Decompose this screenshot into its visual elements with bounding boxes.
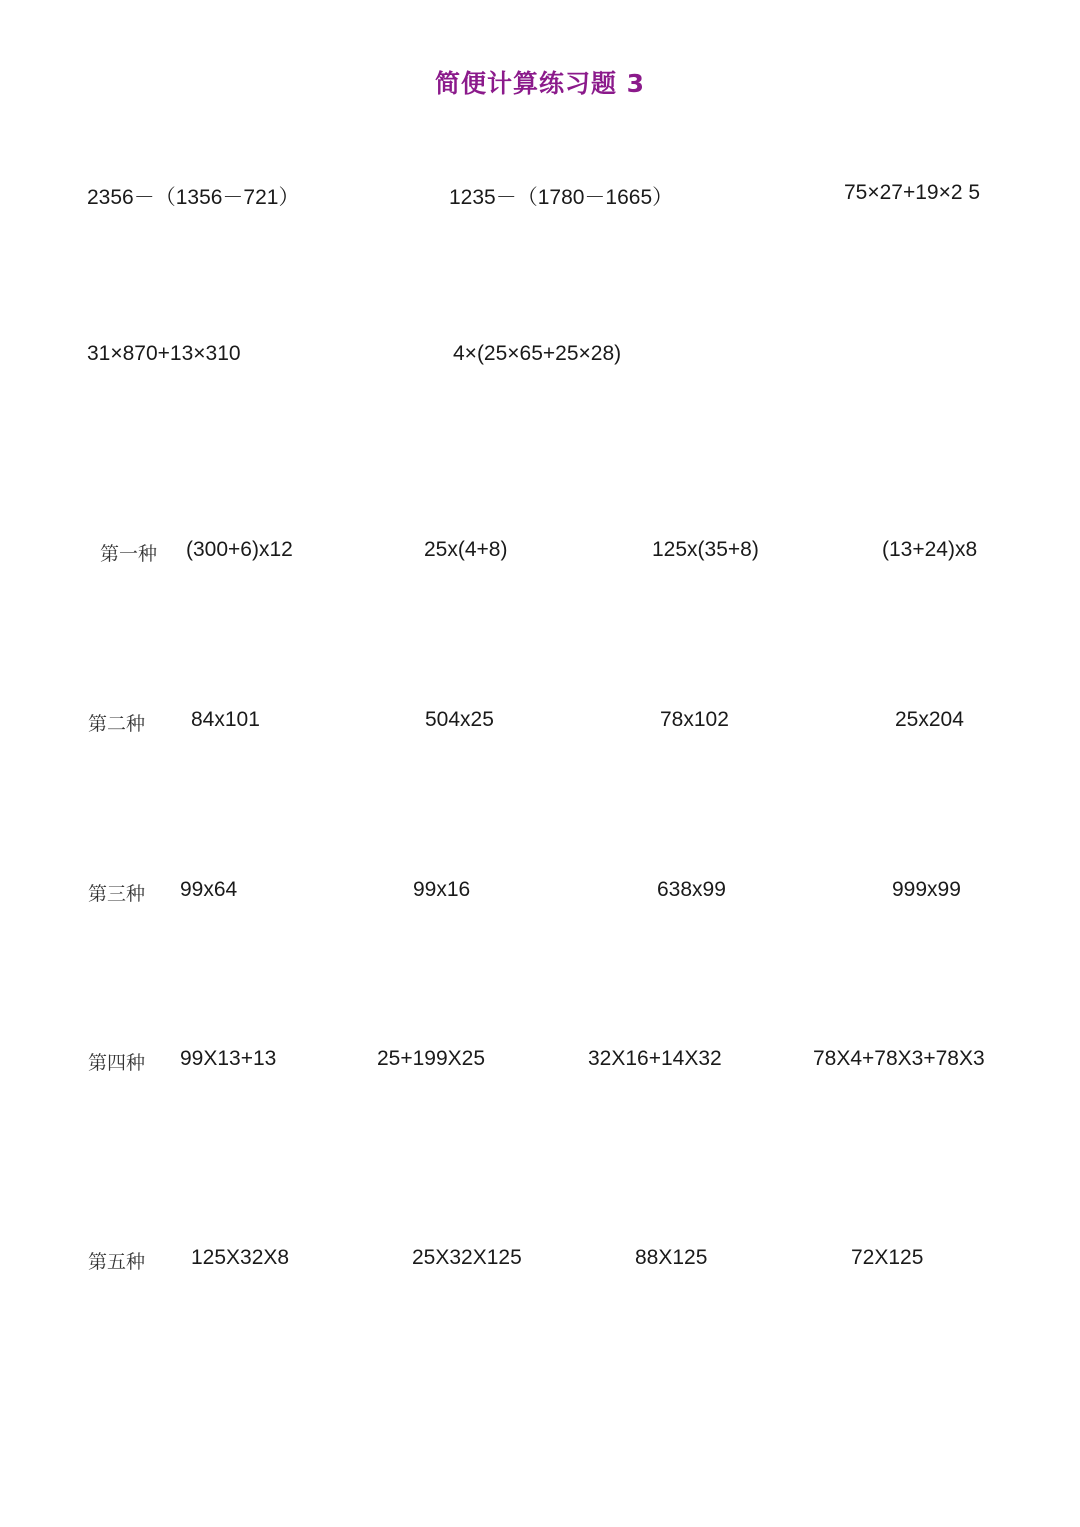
problem-r0-1: 2356－（1356－721） [87, 186, 300, 209]
category-label-3: 第三种 [88, 883, 146, 905]
problem-r1-1: 31×870+13×310 [87, 342, 241, 365]
problem-r4-3: 638x99 [657, 878, 726, 901]
problem-r5-1: 99X13+13 [180, 1047, 277, 1070]
problem-r3-3: 78x102 [660, 708, 729, 731]
problem-r0-3: 75×27+19×2 5 [844, 181, 981, 204]
category-label-1: 第一种 [100, 543, 158, 565]
category-label-2: 第二种 [88, 713, 146, 735]
problem-r2-1: (300+6)x12 [186, 538, 293, 561]
problem-r6-4: 72X125 [851, 1246, 924, 1269]
problem-r5-4: 78X4+78X3+78X3 [813, 1047, 985, 1070]
problem-r5-3: 32X16+14X32 [588, 1047, 722, 1070]
problem-r0-2: 1235－（1780－1665） [449, 186, 674, 209]
problem-r3-4: 25x204 [895, 708, 964, 731]
problem-r3-1: 84x101 [191, 708, 260, 731]
problem-r6-2: 25X32X125 [412, 1246, 522, 1269]
category-label-4: 第四种 [88, 1052, 146, 1074]
category-label-5: 第五种 [88, 1251, 146, 1273]
problem-r4-2: 99x16 [413, 878, 471, 901]
problem-r2-4: (13+24)x8 [882, 538, 978, 561]
problem-r2-3: 125x(35+8) [652, 538, 759, 561]
problem-r5-2: 25+199X25 [377, 1047, 486, 1070]
problem-r4-4: 999x99 [892, 878, 961, 901]
problem-r1-2: 4×(25×65+25×28) [453, 342, 622, 365]
problem-r6-3: 88X125 [635, 1246, 708, 1269]
problem-r2-2: 25x(4+8) [424, 538, 508, 561]
problem-r3-2: 504x25 [425, 708, 494, 731]
problem-r6-1: 125X32X8 [191, 1246, 290, 1269]
problem-r4-1: 99x64 [180, 878, 238, 901]
page-title: 简便计算练习题 3 [434, 69, 646, 98]
